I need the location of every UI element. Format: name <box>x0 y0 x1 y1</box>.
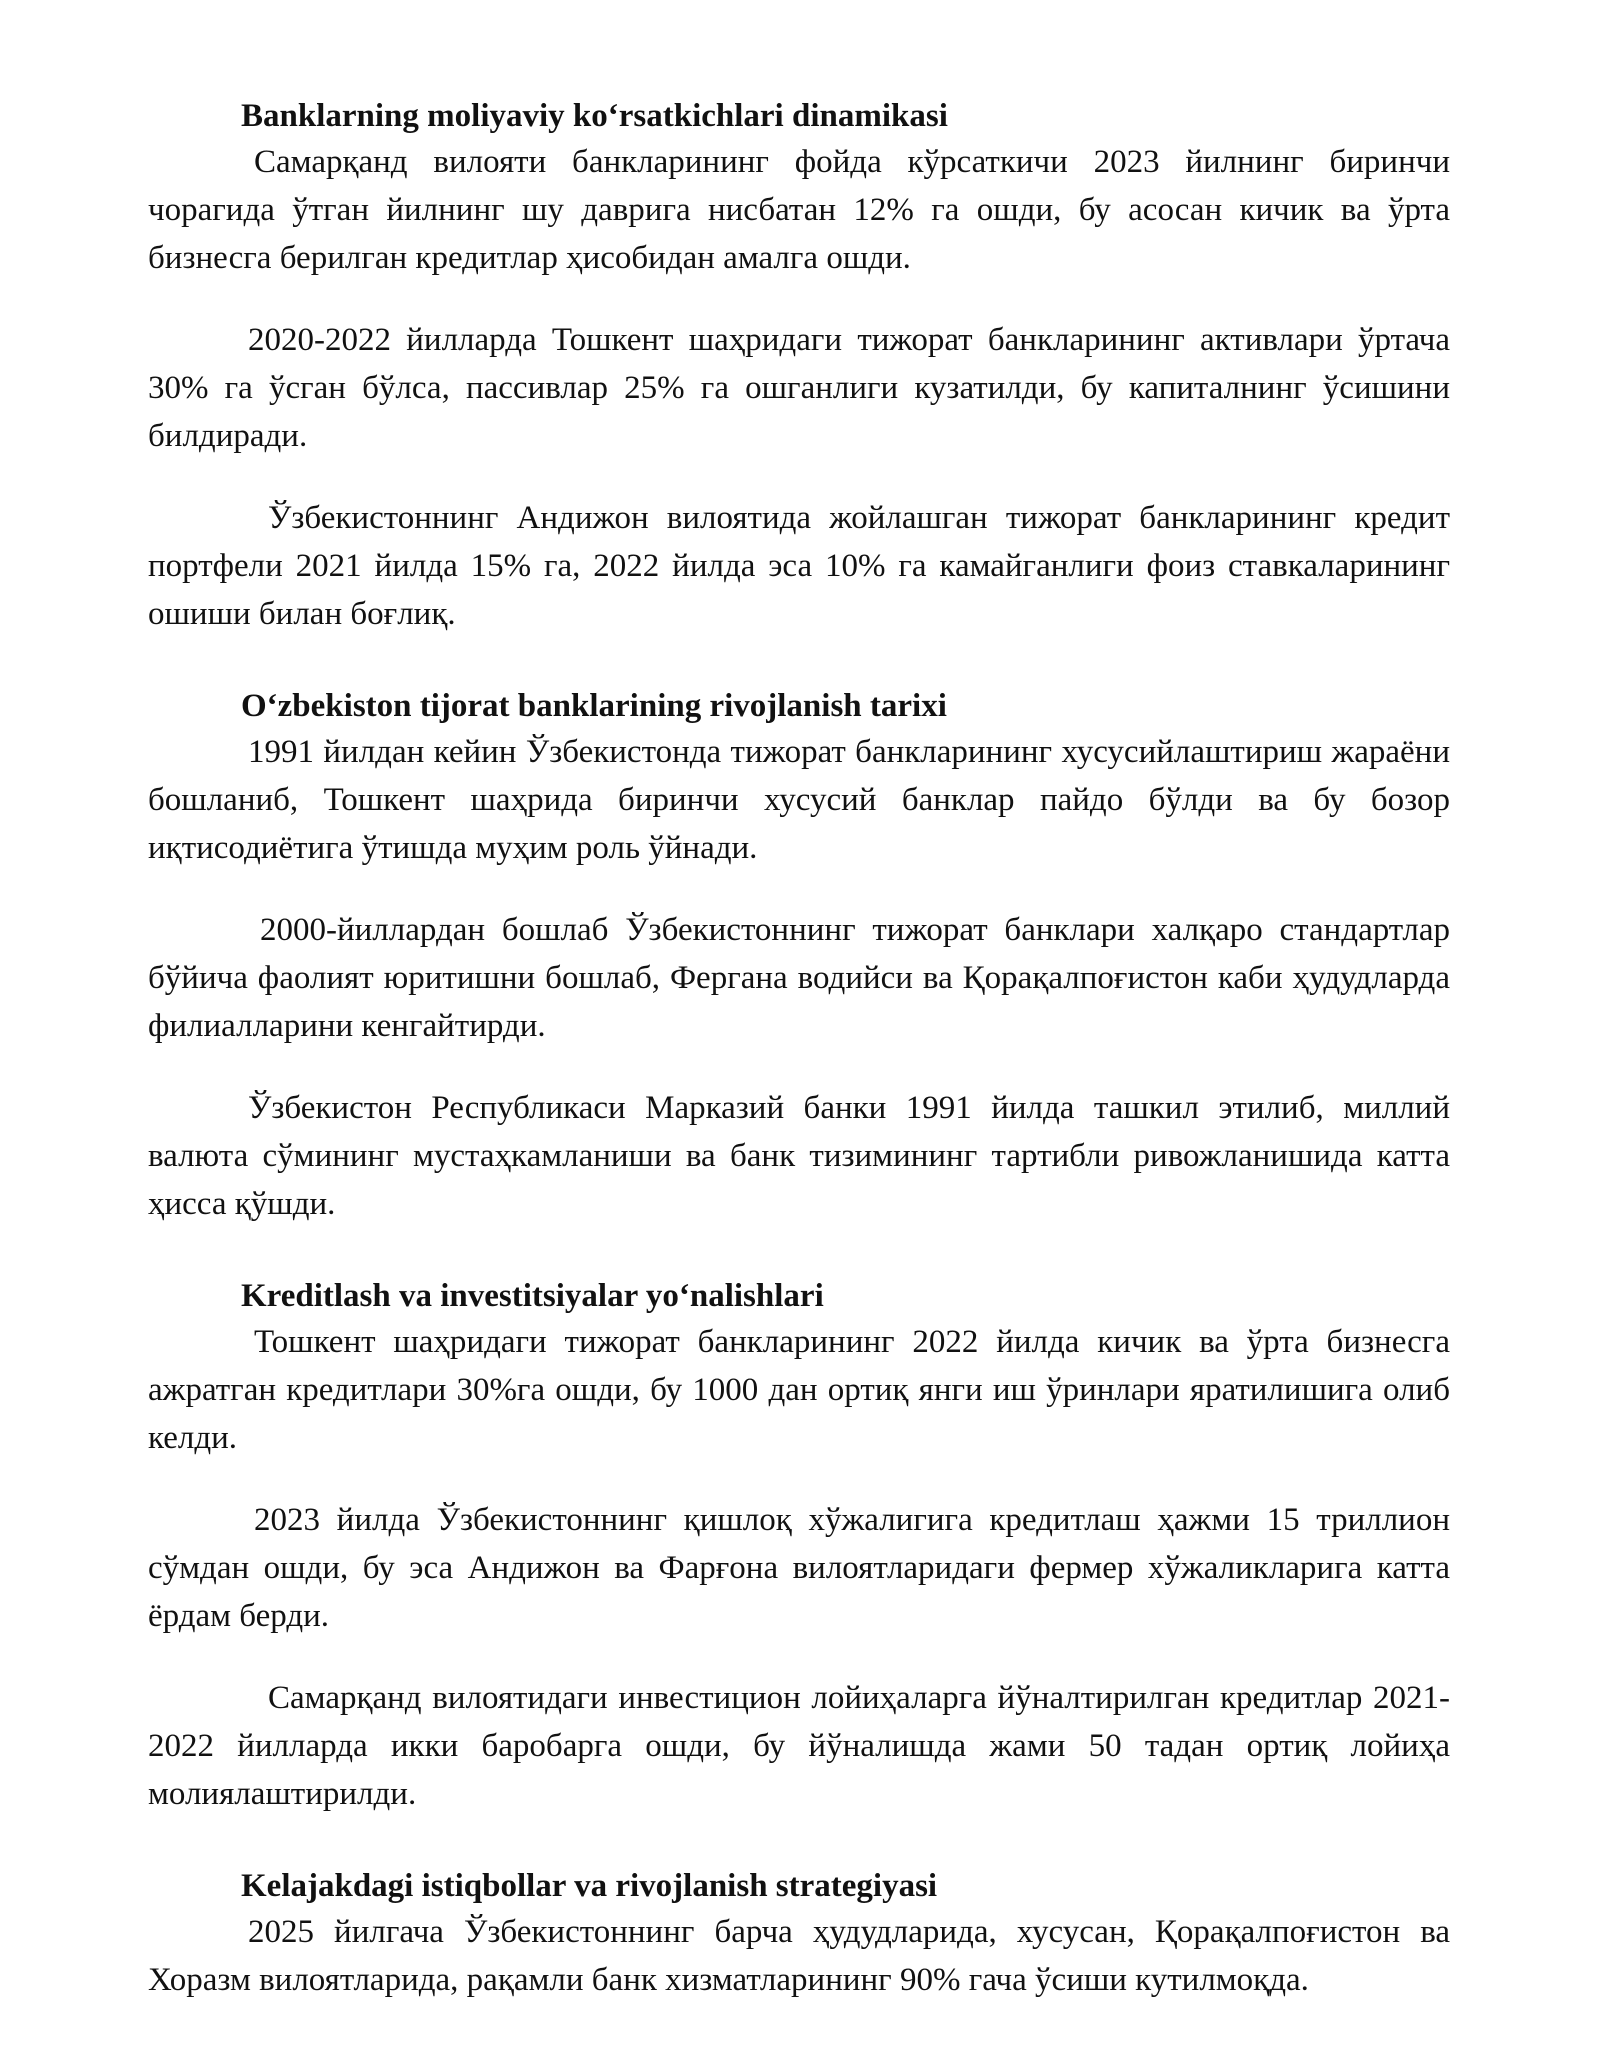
paragraph: 2023 йилда Ўзбекистоннинг қишлоқ хўжалигига кредитлаш ҳажми 15 триллион сўмдан ошди, бу эса Андижон ва Фарғона вилоятларидаги фермер хўжаликларига катта ёрдам берди. <box>148 1502 1450 1634</box>
section-history <box>148 682 1450 1228</box>
section-heading: Banklarning moliyaviy koʻrsatkichlari dinamikasi <box>241 98 948 134</box>
section-future-strategy <box>148 1862 1450 2004</box>
section-crediting <box>148 1272 1450 1818</box>
section-heading: Kelajakdagi istiqbollar va rivojlanish strategiyasi <box>241 1868 938 1904</box>
paragraph: 1991 йилдан кейин Ўзбекистонда тижорат банкларининг хусусийлаштириш жараёни бошланиб, Тошкент шаҳрида биринчи хусусий банклар пайдо бўлди ва бу бозор иқтисодиётига ўтишда муҳим роль ўйнади. <box>148 734 1450 866</box>
section-financial-dynamics <box>148 92 1450 638</box>
section-heading: Oʻzbekiston tijorat banklarining rivojlanish tarixi <box>241 688 947 724</box>
section-heading: Kreditlash va investitsiyalar yoʻnalishlari <box>241 1278 824 1314</box>
paragraph: Ўзбекистоннинг Андижон вилоятида жойлашган тижорат банкларининг кредит портфели 2021 йилда 15% га, 2022 йилда эса 10% га камайганлиги фоиз ставкаларининг ошиши билан боғлиқ. <box>148 500 1450 632</box>
paragraph: 2000-йиллардан бошлаб Ўзбекистоннинг тижорат банклари халқаро стандартлар бўйича фаолият юритишни бошлаб, Фергана водийси ва Қорақалпоғистон каби ҳудудларда филиалларини кенгайтирди. <box>148 912 1450 1044</box>
paragraph: 2025 йилгача Ўзбекистоннинг барча ҳудудларида, хусусан, Қорақалпоғистон ва Хоразм вилоятларида, рақамли банк хизматларининг 90% гача ўсиши кутилмоқда. <box>148 1914 1450 1998</box>
paragraph: Самарқанд вилоятидаги инвестицион лойиҳаларга йўналтирилган кредитлар 2021-2022 йилларда икки баробарга ошди, бу йўналишда жами 50 тадан ортиқ лойиҳа молиялаштирилди. <box>148 1680 1450 1812</box>
paragraph: 2020-2022 йилларда Тошкент шаҳридаги тижорат банкларининг активлари ўртача 30% га ўсган бўлса, пассивлар 25% га ошганлиги кузатилди, бу капиталнинг ўсишини билдиради. <box>148 322 1450 454</box>
paragraph: Самарқанд вилояти банкларининг фойда кўрсаткичи 2023 йилнинг биринчи чорагида ўтган йилнинг шу даврига нисбатан 12% га ошди, бу асосан кичик ва ўрта бизнесга берилган кредитлар ҳисобидан амалга ошди. <box>148 144 1450 276</box>
document-page <box>148 92 1450 2048</box>
paragraph: Тошкент шаҳридаги тижорат банкларининг 2022 йилда кичик ва ўрта бизнесга ажратган кредитлари 30%га ошди, бу 1000 дан ортиқ янги иш ўринлари яратилишига олиб келди. <box>148 1324 1450 1456</box>
paragraph: Ўзбекистон Республикаси Марказий банки 1991 йилда ташкил этилиб, миллий валюта сўмининг мустаҳкамланиши ва банк тизимининг тартибли ривожланишида катта ҳисса қўшди. <box>148 1090 1450 1222</box>
